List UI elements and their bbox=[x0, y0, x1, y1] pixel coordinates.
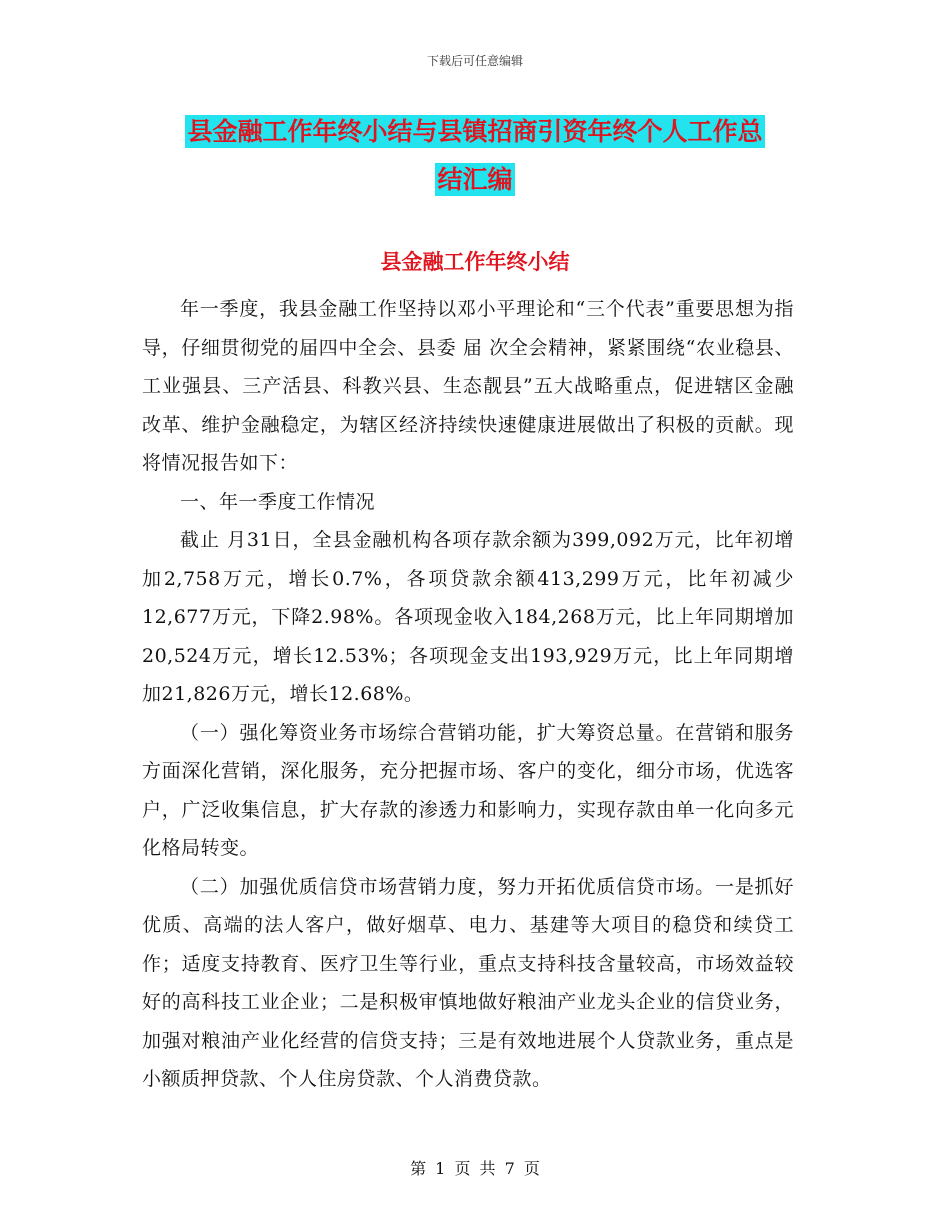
section-title: 县金融工作年终小结 bbox=[380, 249, 570, 274]
document-title-line-2: 结汇编 bbox=[437, 165, 513, 194]
document-title-line-1: 县金融工作年终小结与县镇招商引资年终个人工作总 bbox=[187, 117, 763, 146]
paragraph-heading-1: 一、年一季度工作情况 bbox=[180, 490, 376, 513]
paragraph-item-1: （一）强化筹资业务市场综合营销功能，扩大筹资总量。在营销和服务方面深化营销，深化服务，充分把握市场、客户的变化，细分市场，优选客户，广泛收集信息，扩大存款的渗透力和影响力，实现存款由单一化向多元化格局转变。 bbox=[142, 721, 794, 859]
document-title bbox=[0, 108, 950, 204]
paragraph-statistics: 截止 月31日，全县金融机构各项存款余额为399,092万元，比年初增加2,758万元，增长0.7%，各项贷款余额413,299万元，比年初减少12,677万元，下降2.98%。各项现金收入184,268万元，比上年同期增加20,524万元，增长12.53%；各项现金支出193,929万元，比上年同期增加21,826万元，增长12.68%。 bbox=[142, 529, 794, 705]
page-footer: 第 1 页 共 7 页 bbox=[410, 1159, 540, 1178]
header-note: 下载后可任意编辑 bbox=[426, 54, 523, 68]
body-text bbox=[142, 290, 794, 1099]
paragraph-intro: 年一季度，我县金融工作坚持以邓小平理论和“三个代表”重要思想为指导，仔细贯彻党的届四中全会、县委 届 次全会精神，紧紧围绕“农业稳县、工业强县、三产活县、科教兴县、生态靓县”五大战略重点，促进辖区金融改革、维护金融稳定，为辖区经济持续快速健康进展做出了积极的贡献。现将情况报告如下： bbox=[142, 298, 794, 474]
paragraph-item-2: （二）加强优质信贷市场营销力度，努力开拓优质信贷市场。一是抓好优质、高端的法人客户，做好烟草、电力、基建等大项目的稳贷和续贷工作；适度支持教育、医疗卫生等行业，重点支持科技含量较高，市场效益较好的高科技工业企业；二是积极审慎地做好粮油产业龙头企业的信贷业务，加强对粮油产业化经营的信贷支持；三是有效地进展个人贷款业务，重点是小额质押贷款、个人住房贷款、个人消费贷款。 bbox=[142, 875, 794, 1090]
